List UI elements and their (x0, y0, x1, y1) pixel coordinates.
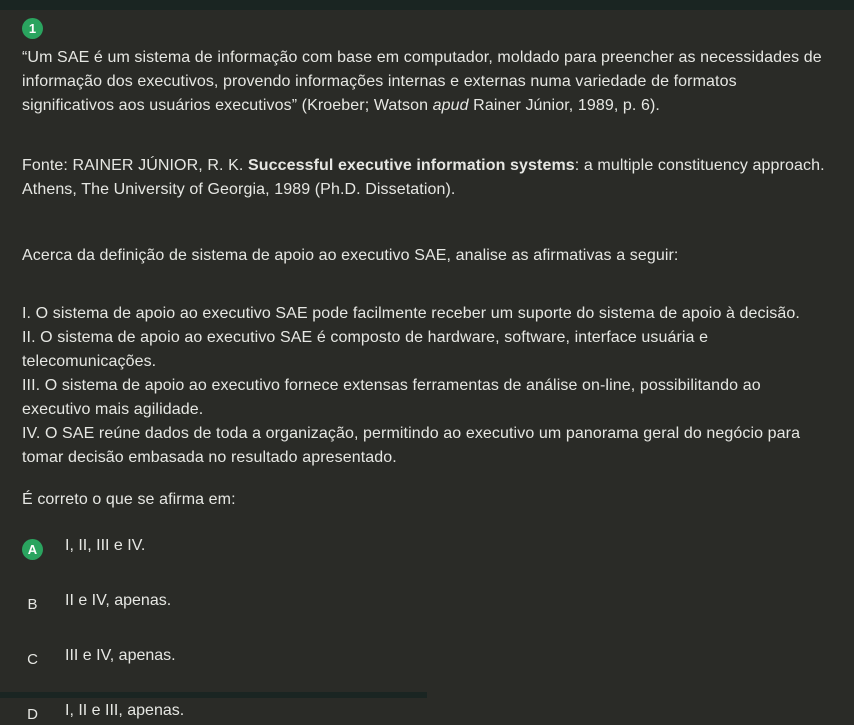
statements-block (22, 302, 832, 470)
option-d[interactable] (22, 699, 832, 725)
question-card (0, 18, 854, 725)
statement-2: II. O sistema de apoio ao executivo SAE é composto de hardware, software, interface usuária e telecomunicações. (22, 329, 709, 370)
top-divider-bar (0, 0, 854, 10)
option-d-marker[interactable]: D (27, 706, 38, 723)
statement-3: III. O sistema de apoio ao executivo fornece extensas ferramentas de análise on-line, possibilitando ao executivo mais agilidade. (22, 377, 761, 418)
quote-apud-italic: apud (432, 97, 469, 114)
option-b[interactable] (22, 589, 832, 615)
option-a[interactable] (22, 534, 832, 560)
bottom-divider-bar (0, 692, 427, 698)
option-c[interactable] (22, 644, 832, 670)
question-quote (22, 46, 832, 118)
option-a-label[interactable]: I, II, III e IV. (65, 537, 146, 554)
source-title-bold: Successful executive information systems (247, 157, 575, 174)
option-b-marker[interactable]: B (27, 596, 38, 613)
question-prompt: Acerca da definição de sistema de apoio ao executivo SAE, analise as afirmativas a seguir: (22, 247, 679, 264)
option-c-marker[interactable]: C (27, 651, 38, 668)
option-a-marker[interactable]: A (22, 539, 43, 560)
question-number-badge: 1 (22, 18, 43, 39)
quote-text-after: Rainer Júnior, 1989, p. 6). (468, 97, 660, 114)
source-suffix: : a multiple constituency approach. Athens, The University of Georgia, 1989 (Ph.D. Dissetation). (22, 157, 825, 198)
option-b-label[interactable]: II e IV, apenas. (65, 592, 172, 609)
statement-4: IV. O SAE reúne dados de toda a organização, permitindo ao executivo um panorama geral do negócio para tomar decisão embasada no resultado apresentado. (22, 425, 801, 466)
statement-1: I. O sistema de apoio ao executivo SAE pode facilmente receber um suporte do sistema de apoio à decisão. (22, 305, 800, 322)
quote-text-before: “Um SAE é um sistema de informação com base em computador, moldado para preencher as necessidades de informação dos executivos, provendo informações internas e externas numa variedade de formatos significativos aos usuários executivos” (Kroeber; Watson (22, 49, 822, 114)
source-prefix: Fonte: RAINER JÚNIOR, R. K. (22, 157, 248, 174)
question-source (22, 154, 832, 202)
option-d-label[interactable]: I, II e III, apenas. (65, 702, 185, 719)
question-closing-line: É correto o que se afirma em: (22, 491, 236, 508)
option-c-label[interactable]: III e IV, apenas. (65, 647, 176, 664)
